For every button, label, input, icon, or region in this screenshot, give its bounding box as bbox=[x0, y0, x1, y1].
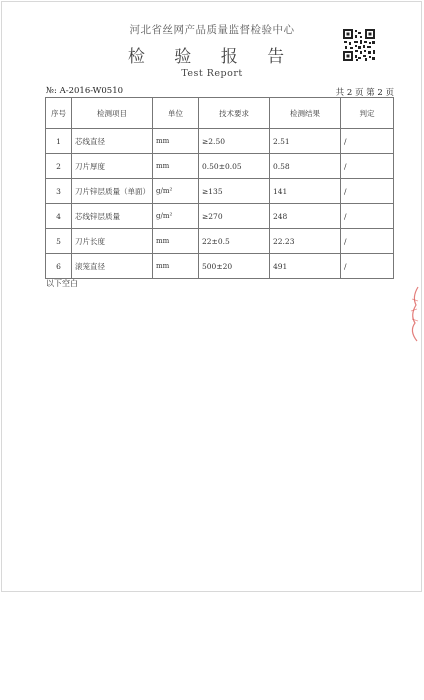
table-header-row bbox=[46, 98, 394, 129]
cell-unit: mm bbox=[153, 229, 199, 254]
table-row bbox=[46, 254, 394, 279]
table-row bbox=[46, 204, 394, 229]
cell-requirement: ≥135 bbox=[199, 179, 270, 204]
seal-stamp-mark bbox=[404, 285, 422, 345]
cell-unit: mm bbox=[153, 129, 199, 154]
cell-unit: mm bbox=[153, 154, 199, 179]
table-row bbox=[46, 229, 394, 254]
cell-item: 刀片长度 bbox=[72, 229, 153, 254]
report-number: №: A-2016-W0510 bbox=[46, 86, 124, 96]
col-header-unit: 单位 bbox=[153, 98, 199, 129]
cell-requirement: 500±20 bbox=[199, 254, 270, 279]
cell-result: 141 bbox=[270, 179, 341, 204]
test-results-table bbox=[45, 97, 394, 279]
col-header-item: 检测项目 bbox=[72, 98, 153, 129]
table-row bbox=[46, 179, 394, 204]
cell-no: 3 bbox=[46, 179, 72, 204]
col-header-no: 序号 bbox=[46, 98, 72, 129]
table-row bbox=[46, 154, 394, 179]
blank-below-note: 以下空白 bbox=[46, 279, 78, 288]
cell-no: 4 bbox=[46, 204, 72, 229]
cell-judgement: / bbox=[341, 254, 394, 279]
col-header-requirement: 技术要求 bbox=[199, 98, 270, 129]
cell-no: 2 bbox=[46, 154, 72, 179]
cell-result: 491 bbox=[270, 254, 341, 279]
cell-item: 芯线锌层质量 bbox=[72, 204, 153, 229]
col-header-result: 检测结果 bbox=[270, 98, 341, 129]
cell-requirement: 22±0.5 bbox=[199, 229, 270, 254]
cell-judgement: / bbox=[341, 204, 394, 229]
report-title: 检 验 报 告 bbox=[127, 47, 297, 67]
cell-requirement: ≥270 bbox=[199, 204, 270, 229]
cell-unit: g/m² bbox=[153, 204, 199, 229]
cell-item: 刀片厚度 bbox=[72, 154, 153, 179]
cell-unit: mm bbox=[153, 254, 199, 279]
qr-code-icon bbox=[342, 28, 376, 62]
cell-no: 5 bbox=[46, 229, 72, 254]
cell-item: 芯线直径 bbox=[72, 129, 153, 154]
cell-judgement: / bbox=[341, 129, 394, 154]
col-header-judgement: 判定 bbox=[341, 98, 394, 129]
cell-judgement: / bbox=[341, 229, 394, 254]
cell-result: 0.58 bbox=[270, 154, 341, 179]
cell-item: 滚笼直径 bbox=[72, 254, 153, 279]
cell-result: 248 bbox=[270, 204, 341, 229]
report-subtitle: Test Report bbox=[181, 68, 243, 79]
cell-requirement: ≥2.50 bbox=[199, 129, 270, 154]
cell-judgement: / bbox=[341, 154, 394, 179]
cell-unit: g/m² bbox=[153, 179, 199, 204]
org-name: 河北省丝网产品质量监督检验中心 bbox=[129, 24, 295, 36]
cell-result: 22.23 bbox=[270, 229, 341, 254]
page-info: 共 2 页 第 2 页 bbox=[335, 88, 394, 98]
cell-no: 6 bbox=[46, 254, 72, 279]
cell-requirement: 0.50±0.05 bbox=[199, 154, 270, 179]
cell-item: 刀片锌层质量（单面） bbox=[72, 179, 153, 204]
cell-judgement: / bbox=[341, 179, 394, 204]
cell-no: 1 bbox=[46, 129, 72, 154]
table-row bbox=[46, 129, 394, 154]
cell-result: 2.51 bbox=[270, 129, 341, 154]
